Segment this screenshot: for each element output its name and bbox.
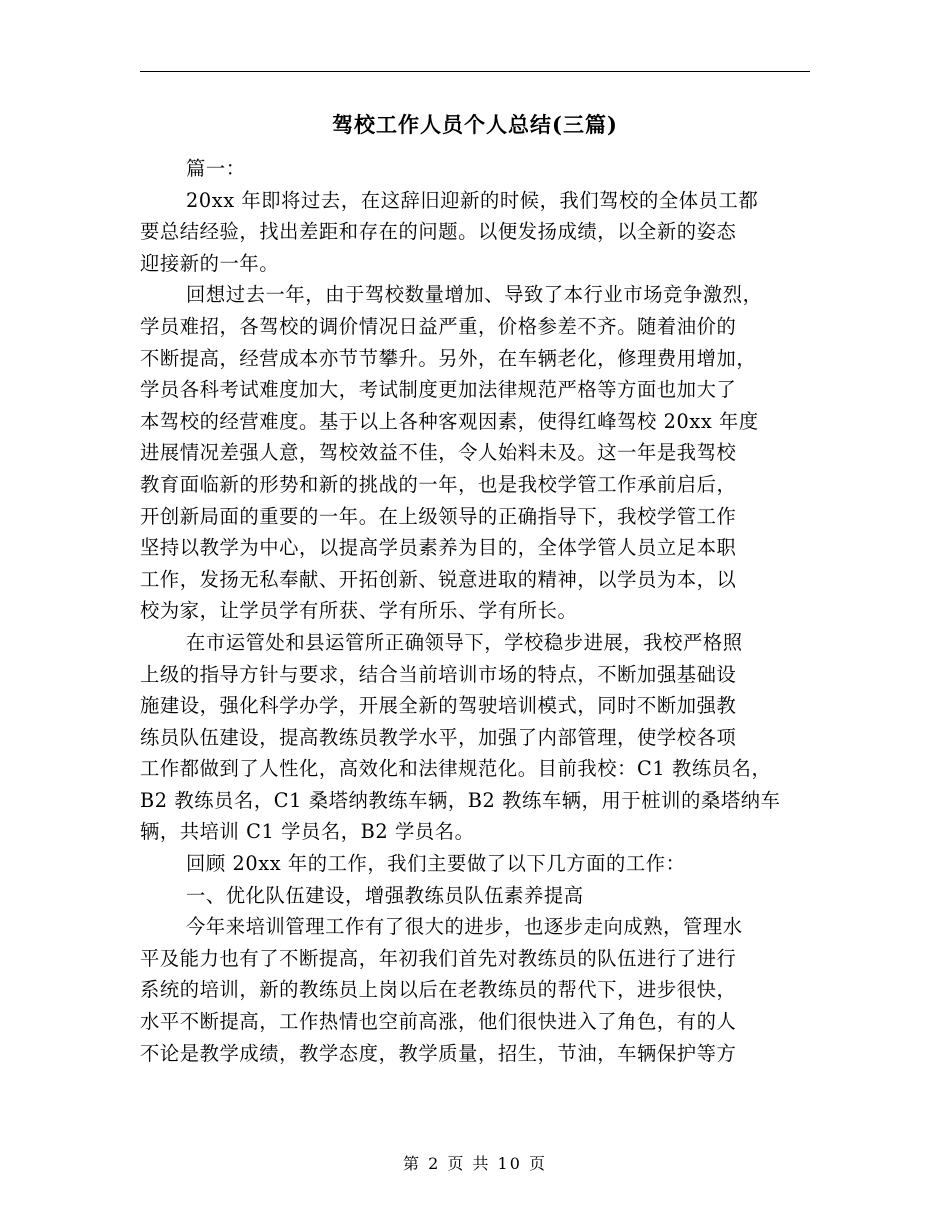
text-line: 水平不断提高，工作热情也空前高涨，他们很快进入了角色，有的人 [140, 1010, 737, 1034]
paragraph-section-label [140, 153, 810, 185]
text-line: 练员队伍建设，提高教练员教学水平，加强了内部管理，使学校各项 [140, 725, 737, 749]
text-line: 20xx 年即将过去，在这辞旧迎新的时候，我们驾校的全体员工都 [186, 188, 759, 212]
text-line: 迎接新的一年。 [140, 251, 280, 275]
text-line: 不论是教学成绩，教学态度，教学质量，招生，节油，车辆保护等方 [140, 1041, 737, 1065]
text-line: 施建设，强化科学办学，开展全新的驾驶培训模式，同时不断加强教 [140, 694, 737, 718]
text-line: 平及能力也有了不断提高，年初我们首先对教练员的队伍进行了进行 [140, 946, 737, 970]
text-line: 进展情况差强人意，驾校效益不佳，令人始料未及。这一年是我驾校 [140, 441, 737, 465]
text-line: 今年来培训管理工作有了很大的进步，也逐步走向成熟，管理水 [186, 915, 743, 939]
text-line: B2 教练员名，C1 桑塔纳教练车辆，B2 教练车辆，用于桩训的桑塔纳车 [140, 788, 781, 812]
text-line: 在市运管处和县运管所正确领导下，学校稳步进展，我校严格照 [186, 630, 743, 654]
text-line: 回顾 20xx 年的工作，我们主要做了以下几方面的工作： [186, 852, 686, 876]
text-line: 不断提高，经营成本亦节节攀升。另外，在车辆老化，修理费用增加， [140, 346, 757, 370]
paragraph-training [140, 911, 810, 1069]
text-line: 本驾校的经营难度。基于以上各种客观因素，使得红峰驾校 20xx 年度 [140, 409, 759, 433]
paragraph-progress [140, 627, 810, 848]
text-line: 工作，发扬无私奉献、开拓创新、锐意进取的精神，以学员为本，以 [140, 567, 737, 591]
text-line: 辆，共培训 C1 学员名，B2 学员名。 [140, 820, 475, 844]
page-number: 第 2 页 共 10 页 [403, 1154, 547, 1173]
text-line: 要总结经验，找出差距和存在的问题。以便发扬成绩，以全新的姿态 [140, 220, 737, 244]
text-line: 开创新局面的重要的一年。在上级领导的正确指导下，我校学管工作 [140, 504, 737, 528]
paragraph-work-review [140, 848, 810, 880]
text-line: 工作都做到了人性化，高效化和法律规范化。目前我校：C1 教练员名， [140, 757, 772, 781]
paragraph-intro [140, 185, 810, 280]
text-line: 教育面临新的形势和新的挑战的一年，也是我校学管工作承前启后， [140, 472, 737, 496]
text-line: 回想过去一年，由于驾校数量增加、导致了本行业市场竞争激烈， [186, 283, 763, 307]
text-line: 坚持以教学为中心，以提高学员素养为目的，全体学管人员立足本职 [140, 536, 737, 560]
paragraph-review [140, 279, 810, 627]
text-line: 学员难招，各驾校的调价情况日益严重，价格参差不齐。随着油价的 [140, 314, 737, 338]
header-rule [140, 71, 810, 72]
text-line: 学员各科考试难度加大，考试制度更加法律规范严格等方面也加大了 [140, 378, 737, 402]
section-heading [140, 880, 810, 912]
text-line: 上级的指导方针与要求，结合当前培训市场的特点，不断加强基础设 [140, 662, 737, 686]
document-body [140, 153, 810, 1069]
text-line: 校为家，让学员学有所获、学有所乐、学有所长。 [140, 599, 578, 623]
text-line: 篇一： [186, 157, 246, 180]
text-line: 一、优化队伍建设，增强教练员队伍素养提高 [186, 883, 584, 907]
document-title: 驾校工作人员个人总结(三篇) [332, 112, 618, 137]
text-line: 系统的培训，新的教练员上岗以后在老教练员的帮代下，进步很快， [140, 978, 737, 1002]
